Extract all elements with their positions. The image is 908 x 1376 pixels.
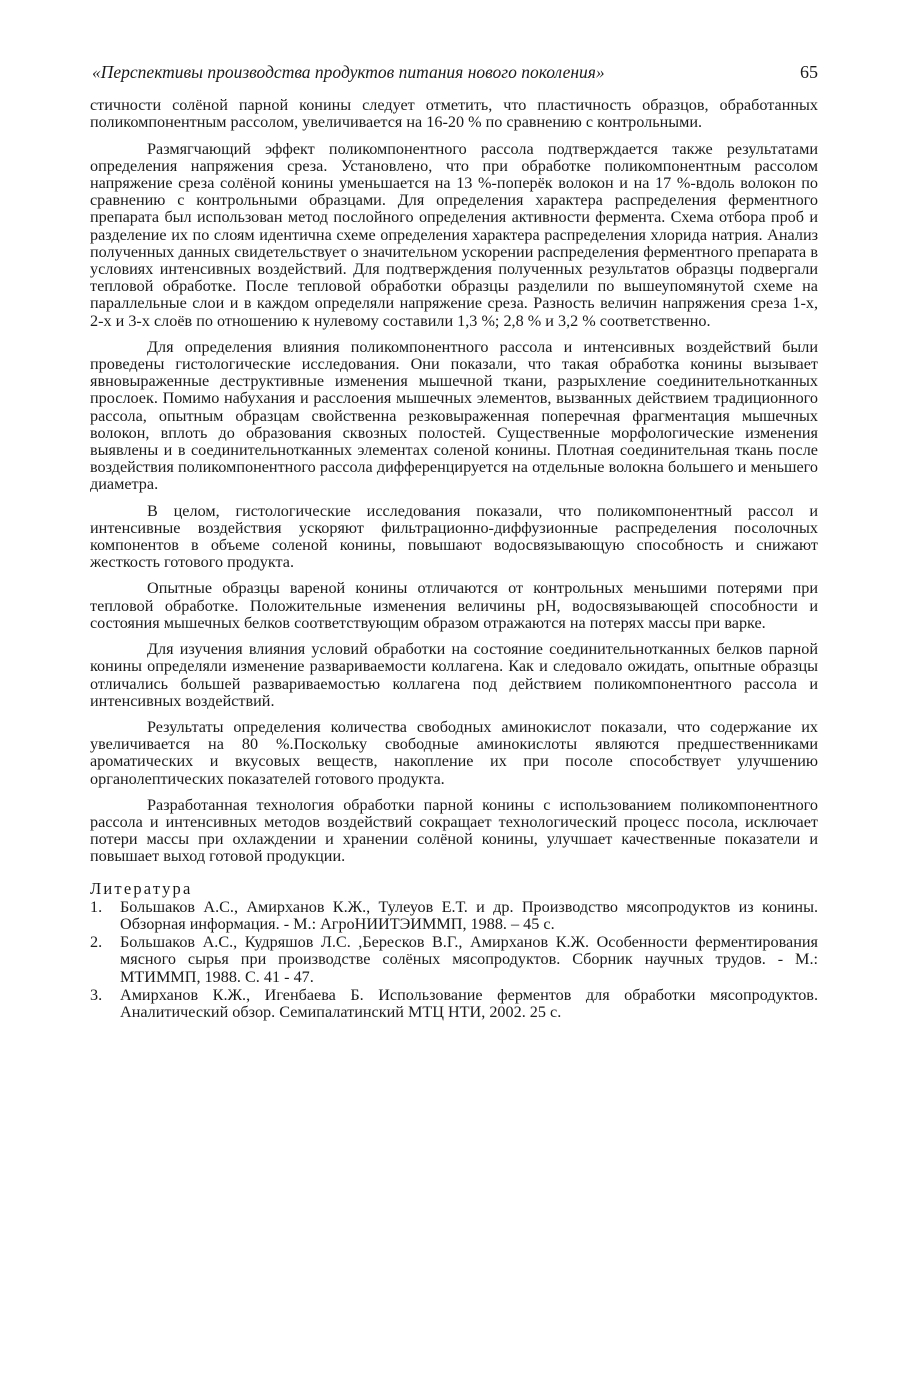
paragraph-histology-summary: В целом, гистологические исследования показали, что поликомпонентный рассол и интенсивные воздействия ускоряют фильтрационно-диффузионные распределения посолочных компонентов в объеме соленой конины, повышают водосвязывающую способность и снижают жесткость готового продукта. bbox=[90, 501, 818, 572]
running-header bbox=[90, 64, 818, 81]
reference-number: 1. bbox=[90, 897, 103, 916]
reference-number: 3. bbox=[90, 985, 103, 1004]
paragraph-continuation: стичности солёной парной конины следует отметить, что пластичность образцов, обработанных поликомпонентным рассолом, увеличивается на 16-20 % по сравнению с контрольными. bbox=[90, 96, 818, 132]
paragraph-shear-stress: Размягчающий эффект поликомпонентного рассола подтверждается также результатами определения напряжения среза. Установлено, что при обработке поликомпонентным рассолом напряжение среза солёной конины уменьшается на 13 %-поперёк волокон и на 17 %-вдоль волокон по сравнению с контрольными образцами. Для определения характера распределения ферментного препарата был использован метод послойного определения активности фермента. Схема отбора проб и разделение их по слоям идентична схеме определения характера распределения хлорида натрия. Анализ полученных данных свидетельствует о значительном ускорении распределения ферментного препарата в условиях интенсивных воздействий. Для подтверждения полученных результатов образцы подвергали тепловой обработке. После тепловой обработки образцы разделили по вышеупомянутой схеме на параллельные слои и в каждом определяли напряжение среза. Разность величин напряжения среза 1-х, 2-х и 3-х слоёв по отношению к нулевому составили 1,3 %; 2,8 % и 3,2 % соответственно. bbox=[90, 139, 818, 330]
reference-text: Амирханов К.Ж., Игенбаева Б. Использование ферментов для обработки мясопродуктов. Аналитический обзор. Семипалатинский МТЦ НТИ, 2002. 25 с. bbox=[120, 985, 818, 1021]
reference-item bbox=[90, 934, 818, 986]
paragraph-collagen: Для изучения влияния условий обработки на состояние соединительнотканных белков парной конины определяли изменение развариваемости коллагена. Как и следовало ожидать, опытные образцы отличались большей развариваемостью коллагена под действием поликомпонентного рассола и интенсивных воздействий. bbox=[90, 640, 818, 710]
reference-list bbox=[90, 899, 818, 1021]
paragraph-cooking-losses: Опытные образцы вареной конины отличаются от контрольных меньшими потерями при тепловой обработке. Положительные изменения величины pH, водосвязывающей способности и состояния мышечных белков соответствующим образом отражаются на потерях массы при варке. bbox=[90, 579, 818, 632]
page bbox=[90, 64, 818, 1022]
reference-item bbox=[90, 987, 818, 1021]
reference-item bbox=[90, 899, 818, 933]
page-number: 65 bbox=[800, 62, 818, 82]
journal-title: «Перспективы производства продуктов питания нового поколения» bbox=[92, 62, 605, 82]
paragraph-amino-acids: Результаты определения количества свободных аминокислот показали, что содержание их увеличивается на 80 %.Поскольку свободные аминокислоты являются предшественниками ароматических и вкусовых веществ, накопление их при посоле способствует улучшению органолептических показателей готового продукта. bbox=[90, 717, 818, 788]
literature-heading: Литература bbox=[90, 878, 193, 898]
reference-text: Большаков А.С., Амирханов К.Ж., Тулеуов Е.Т. и др. Производство мясопродуктов из конины. Обзорная информация. - М.: АгроНИИТЭИММП, 1988. – 45 с. bbox=[120, 897, 818, 933]
reference-text: Большаков А.С., Кудряшов Л.С. ,Бересков В.Г., Амирханов К.Ж. Особенности ферментирования мясного сырья при производстве солёных мясопродуктов. Сборник научных трудов. - М.: МТИММП, 1988. С. 41 - 47. bbox=[120, 933, 818, 986]
reference-number: 2. bbox=[90, 933, 103, 952]
paragraph-conclusion: Разработанная технология обработки парной конины с использованием поликомпонентного рассола и интенсивных методов воздействий сокращает технологический процесс посола, исключает потери массы при охлаждении и хранении солёной конины, улучшает качественные показатели и повышает выход готовой продукции. bbox=[90, 795, 818, 866]
paragraph-histology: Для определения влияния поликомпонентного рассола и интенсивных воздействий были проведены гистологические исследования. Они показали, что такая обработка конины вызывает явновыраженные деструктивные изменения мышечной ткани, разрыхление соединительнотканных прослоек. Помимо набухания и расслоения мышечных элементов, вызванных действием традиционного рассола, опытным образцам свойственна резковыраженная поперечная фрагментация мышечных волокон, вплоть до образования сквозных полостей. Существенные морфологические изменения выявлены и в соединительнотканных элементах соленой конины. Плотная соединительная ткань после воздействия поликомпонентного рассола дифференцируется на отдельные волокна большего и меньшего диаметра. bbox=[90, 337, 818, 494]
